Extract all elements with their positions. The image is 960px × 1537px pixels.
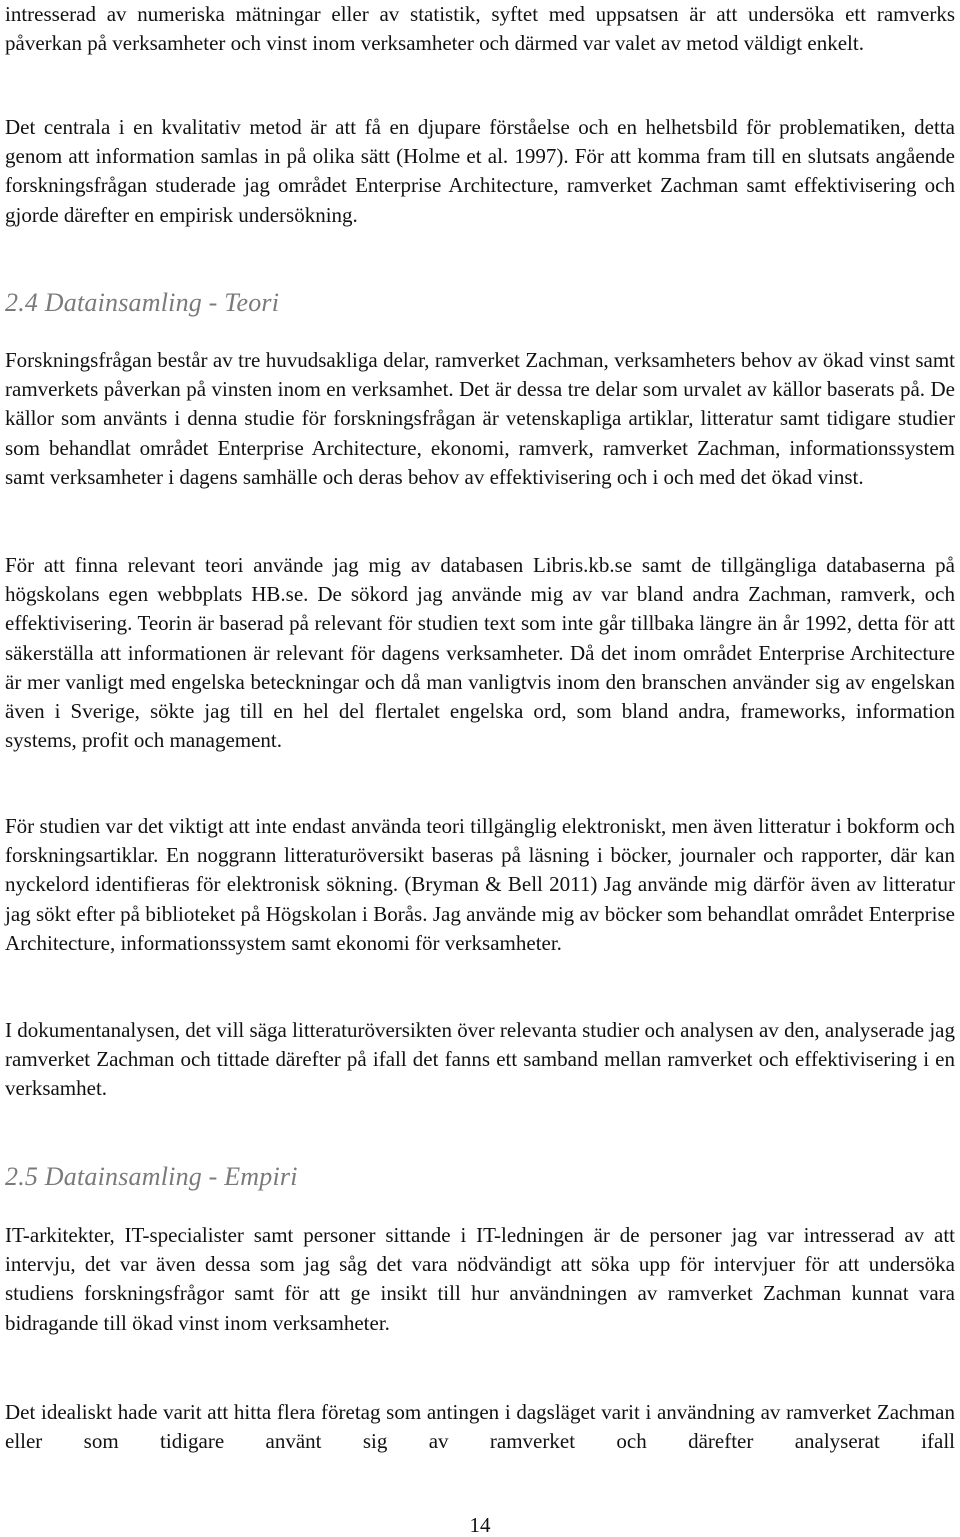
paragraph-document-analysis: I dokumentanalysen, det vill säga litteraturöversikten över relevanta studier och analysen av den, analyserade jag ramverket Zachman och tittade därefter på ifall det fanns ett samband mellan ramverket och effektivisering i en verksamhet. xyxy=(5,1018,955,1101)
page-number: 14 xyxy=(469,1513,491,1537)
paragraph-theory-search: För att finna relevant teori använde jag mig av databasen Libris.kb.se samt de tillgängliga databaserna på högskolans egen webbplats HB.se. De sökord jag använde mig av var bland andra Zachman, ramverk, och effektivisering. Teorin är baserad på relevant för studien text som inte går tillbaka längre än år 1992, detta för att säkerställa att informationen är relevant för dagens verksamheter. Då det inom området Enterprise Architecture är mer vanligt med engelska beteckningar och då man vanligtvis inom den branschen använder sig av engelskan även i Sverige, sökte jag till en hel del flertalet engelska ord, som bland andra, frameworks, information systems, profit och management. xyxy=(5,553,955,753)
paragraph-intro-continuation: intresserad av numeriska mätningar eller av statistik, syftet med uppsatsen är att undersöka ett ramverks påverkan på verksamheter och vinst inom verksamheter och därmed var valet av metod väldigt enkelt. xyxy=(5,2,955,56)
paragraph-literature-review: För studien var det viktigt att inte endast använda teori tillgänglig elektroniskt, men även litteratur i bokform och forskningsartiklar. En noggrann litteraturöversikt baseras på läsning i böcker, journaler och rapporter, där kan nyckelord identifieras för elektronisk sökning. (Bryman & Bell 2011) Jag använde mig därför även av litteratur jag sökt efter på biblioteket på Högskolan i Borås. Jag använde mig av böcker som behandlat området Enterprise Architecture, informationssystem samt ekonomi för verksamheter. xyxy=(5,814,955,955)
paragraph-research-question-sources: Forskningsfrågan består av tre huvudsakliga delar, ramverket Zachman, verksamheters behov av ökad vinst samt ramverkets påverkan på vinsten inom en verksamhet. Det är dessa tre delar som urvalet av källor baserats på. De källor som använts i denna studie för forskningsfrågan är vetenskapliga artiklar, litteratur samt tidigare studier som behandlat området Enterprise Architecture, ekonomi, ramverk, ramverket Zachman, informationssystem samt verksamheter i dagens samhälle och deras behov av effektivisering och i och med det ökad vinst. xyxy=(5,348,955,489)
section-heading-2-5: 2.5 Datainsamling - Empiri xyxy=(5,1162,298,1191)
paragraph-ideal-companies: Det idealiskt hade varit att hitta flera företag som antingen i dagsläget varit i användning av ramverket Zachman eller som tidigare använt sig av ramverket och därefter analyserat ifall xyxy=(5,1400,955,1454)
paragraph-qualitative-method: Det centrala i en kvalitativ metod är att få en djupare förståelse och en helhetsbild för problematiken, detta genom att information samlas in på olika sätt (Holme et al. 1997). För att komma fram till en slutsats angående forskningsfrågan studerade jag området Enterprise Architecture, ramverket Zachman samt effektivisering och gjorde därefter en empirisk undersökning. xyxy=(5,115,955,227)
paragraph-interview-subjects: IT-arkitekter, IT-specialister samt personer sittande i IT-ledningen är de personer jag var intresserad av att intervju, det var även dessa som jag såg det vara nödvändigt att söka upp för intervjuer för att undersöka studiens forskningsfrågor samt för att ge insikt till hur användningen av ramverket Zachman kunnat vara bidragande till ökad vinst inom verksamheter. xyxy=(5,1223,955,1335)
section-heading-2-4: 2.4 Datainsamling - Teori xyxy=(5,288,280,317)
